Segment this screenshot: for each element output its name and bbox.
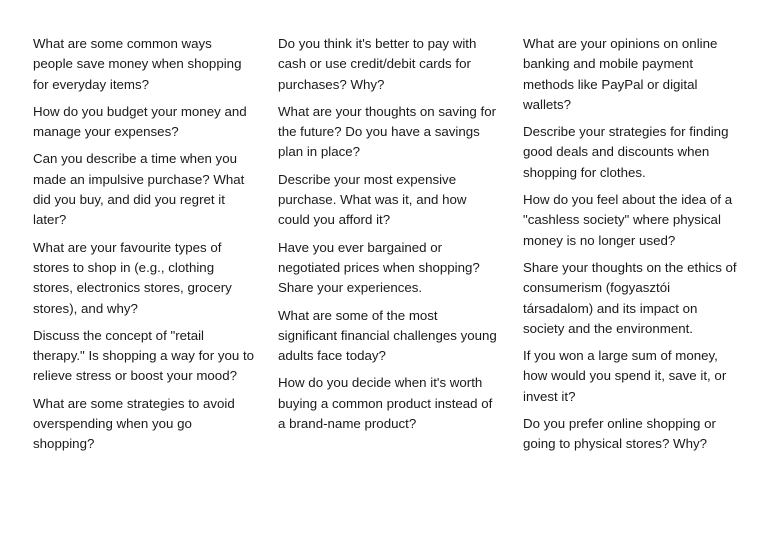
question-item: Discuss the concept of "retail therapy." Is shopping a way for you to relieve stress or boost your mood? bbox=[33, 327, 255, 384]
question-column-2 bbox=[278, 34, 500, 441]
question-item: Share your thoughts on the ethics of consumerism (fogyasztói társadalom) and its impact on society and the environment. bbox=[523, 259, 737, 336]
question-item: Do you prefer online shopping or going to physical stores? Why? bbox=[523, 416, 716, 452]
question-item: Can you describe a time when you made an impulsive purchase? What did you buy, and did you regret it later? bbox=[33, 151, 245, 228]
question-item: How do you feel about the idea of a "cashless society" where physical money is no longer used? bbox=[523, 192, 733, 248]
question-sheet bbox=[0, 34, 768, 534]
question-item: If you won a large sum of money, how would you spend it, save it, or invest it? bbox=[523, 348, 727, 404]
question-column-1 bbox=[33, 34, 255, 462]
question-column-3 bbox=[523, 34, 741, 462]
question-item: What are your thoughts on saving for the future? Do you have a savings plan in place? bbox=[278, 103, 497, 160]
question-item: What are some common ways people save money when shopping for everyday items? bbox=[33, 36, 242, 92]
question-item: Do you think it's better to pay with cash or use credit/debit cards for purchases? Why? bbox=[278, 36, 477, 92]
question-item: How do you budget your money and manage your expenses? bbox=[33, 103, 247, 140]
question-item: Have you ever bargained or negotiated prices when shopping? Share your experiences. bbox=[278, 239, 480, 296]
question-item: What are your opinions on online banking and mobile payment methods like PayPal or digital wallets? bbox=[523, 36, 718, 112]
question-item: How do you decide when it's worth buying a common product instead of a brand-name product? bbox=[278, 375, 493, 432]
question-item: What are your favourite types of stores to shop in (e.g., clothing stores, electronics stores, grocery stores), and why? bbox=[33, 239, 232, 316]
question-item: Describe your strategies for finding good deals and discounts when shopping for clothes. bbox=[523, 124, 729, 180]
question-item: What are some strategies to avoid overspending when you go shopping? bbox=[33, 395, 235, 452]
question-item: Describe your most expensive purchase. What was it, and how could you afford it? bbox=[278, 171, 467, 228]
question-item: What are some of the most significant financial challenges young adults face today? bbox=[278, 307, 497, 364]
